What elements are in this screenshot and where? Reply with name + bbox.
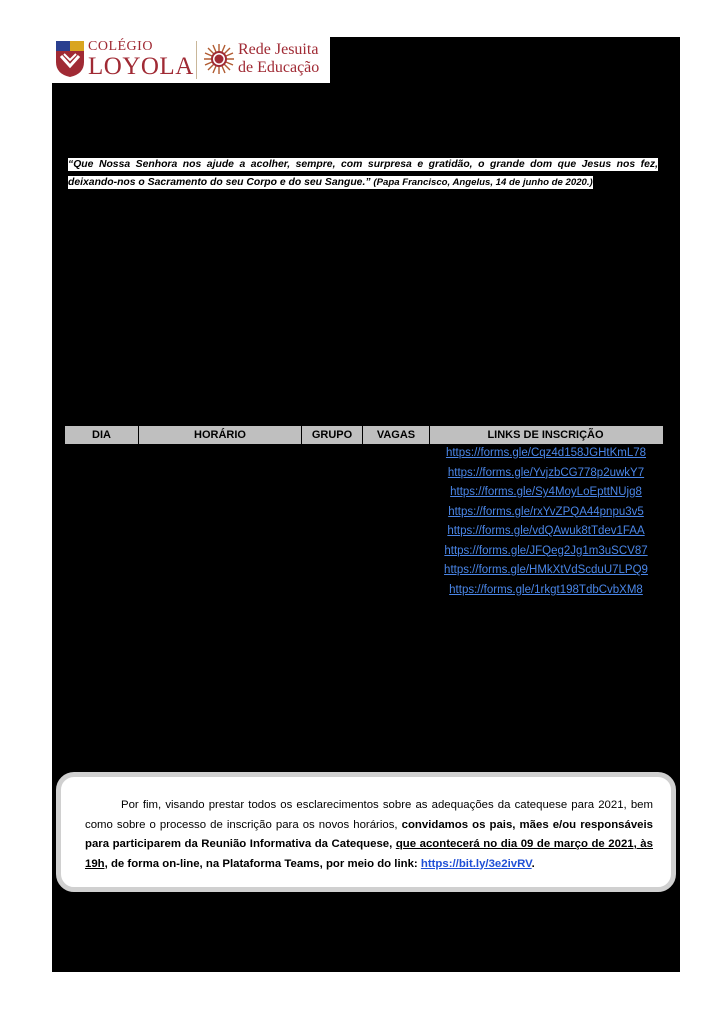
registration-link-7[interactable]: https://forms.gle/HMkXtVdScduU7LPQ9: [444, 564, 648, 576]
notice-end: .: [531, 857, 535, 870]
col-links: LINKS DE INSCRIÇÃO: [487, 429, 604, 441]
notice-invitation: convidamos os pais, mães e/ou responsáveis para participarem da Reunião Informativa da Catequese,: [85, 818, 654, 850]
notice-platform: de forma on-line, na Plataforma Teams, por meio do link:: [107, 857, 421, 870]
meeting-notice-text: [85, 796, 653, 874]
col-vagas: VAGAS: [363, 426, 430, 444]
col-horario: HORÁRIO: [139, 426, 302, 444]
notice-part1: Por fim, visando prestar todos os esclarecimentos sobre as adequações da catequese para 2021, bem como sobre o processo de inscrição para os novos horários,: [85, 799, 653, 831]
de-educacao-label: de Educação: [238, 59, 320, 76]
colegio-label: COLÉGIO: [88, 39, 153, 54]
logo-divider: [196, 41, 197, 79]
registration-link-3[interactable]: https://forms.gle/Sy4MoyLoEpttNUjg8: [450, 486, 642, 498]
registration-link-1[interactable]: https://forms.gle/Cqz4d158JGHtKmL78: [445, 447, 647, 459]
quote-reference: (Papa Francisco, Angelus, 14 de junho de 2020.): [373, 177, 593, 188]
colegio-loyola-shield-icon: [55, 40, 85, 78]
schedule-table-header: [64, 425, 664, 445]
header-logos: [52, 37, 330, 83]
loyola-label: LOYOLA: [88, 53, 194, 80]
registration-link-4[interactable]: https://forms.gle/rxYvZPQA44pnpu3v5: [448, 505, 644, 518]
registration-link-5[interactable]: https://forms.gle/vdQAwuk8tTdev1FAA: [447, 525, 645, 537]
pope-quote: [68, 156, 658, 192]
col-grupo: GRUPO: [302, 426, 363, 444]
registration-link-6[interactable]: https://forms.gle/JFQeg2Jg1m3uSCV87: [444, 544, 648, 557]
rede-jesuita-sun-icon: [203, 43, 235, 75]
registration-link-8[interactable]: https://forms.gle/1rkgt198TdbCvbXM8: [449, 583, 643, 596]
quote-text: “Que Nossa Senhora nos ajude a acolher, sempre, com surpresa e gratidão, o grande dom que Jesus nos fez, deixando-nos o Sacramento do seu Corpo e do seu Sangue.”: [68, 159, 658, 188]
registration-links: [430, 444, 662, 600]
teams-meeting-link[interactable]: https://bit.ly/3e2ivRV: [420, 857, 532, 870]
rede-jesuita-label: Rede Jesuita: [238, 41, 319, 58]
col-dia: DIA: [65, 426, 139, 444]
meeting-notice-box: [56, 772, 676, 892]
registration-link-2[interactable]: https://forms.gle/YvjzbCG778p2uwkY7: [447, 466, 645, 479]
notice-date: que acontecerá no dia 09 de março de 2021, às 19h,: [85, 838, 653, 870]
